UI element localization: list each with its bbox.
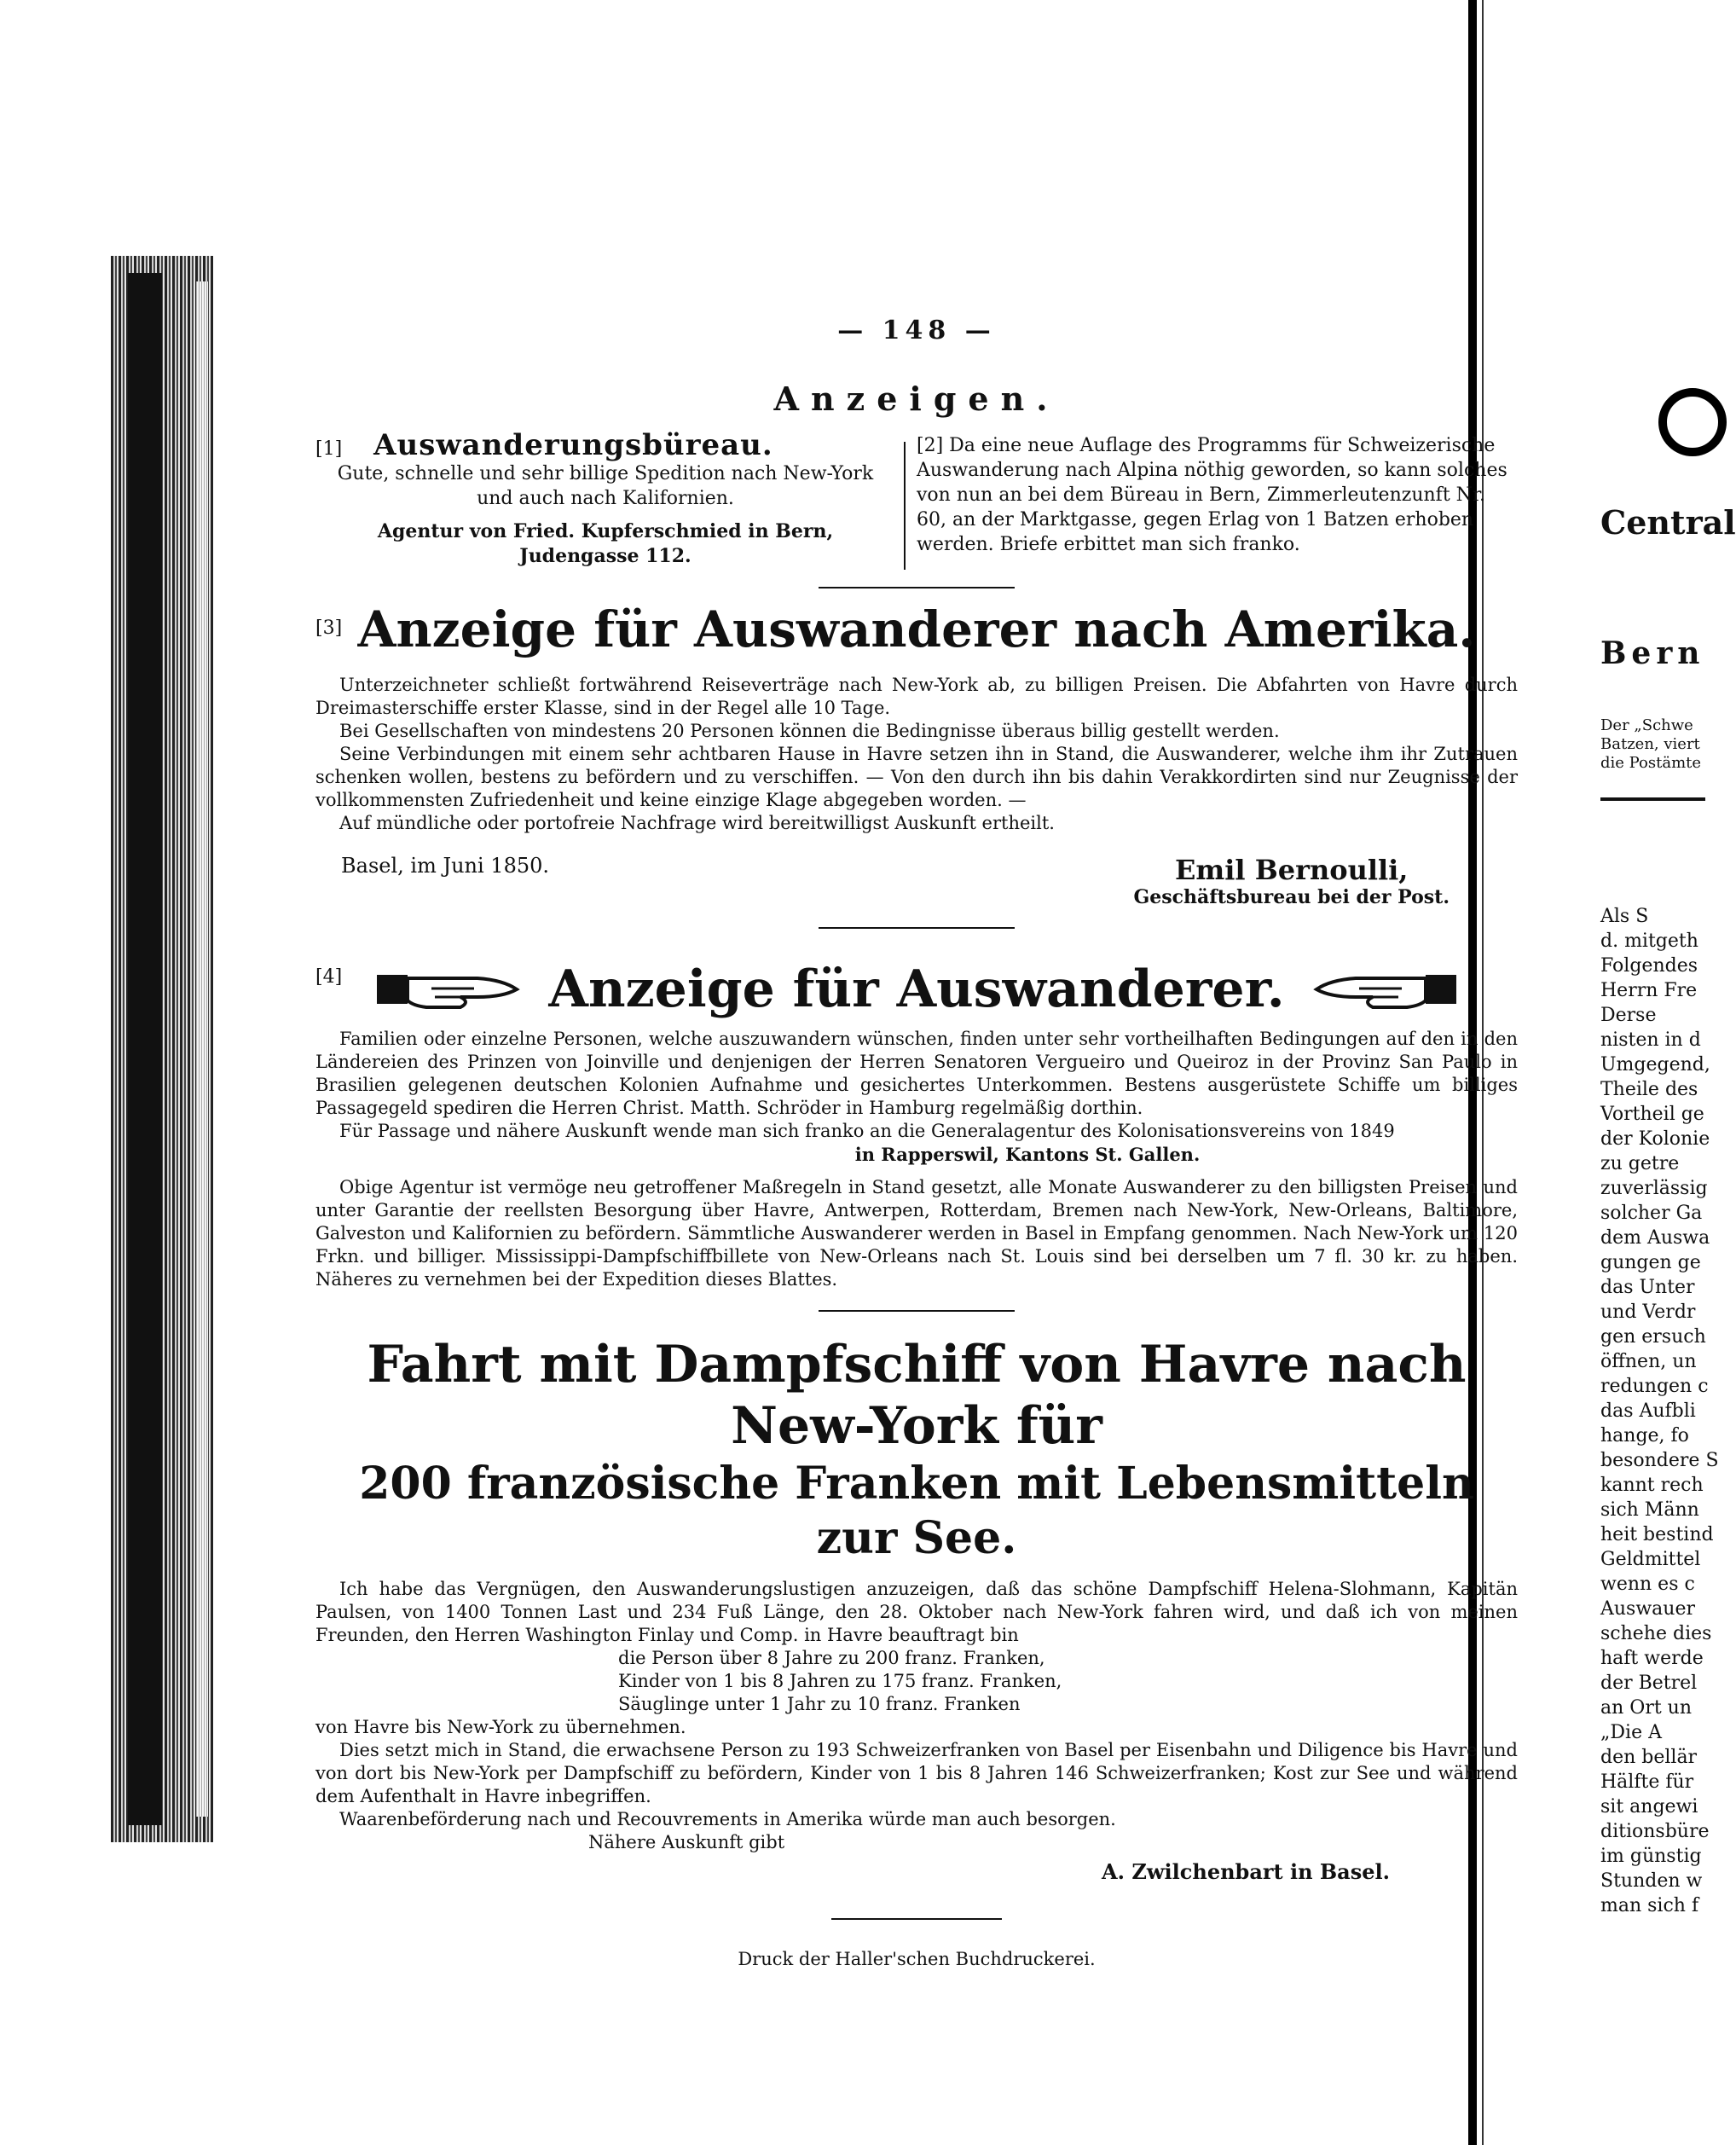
ad-5 <box>315 1334 1518 1884</box>
printer-imprint: Druck der Haller'schen Buchdruckerei. <box>738 1949 1096 1969</box>
neighbor-line: sich Männ <box>1600 1499 1699 1521</box>
neighbor-line: Umgegend, <box>1600 1054 1710 1075</box>
neighbor-line: dem Auswa <box>1600 1227 1710 1249</box>
ad-5-title-line-2: 200 französische Franken mit Lebensmitteln zur See. <box>359 1458 1474 1564</box>
ad-3-paragraph: Auf mündliche oder portofreie Nachfrage wird bereitwilligst Auskunft ertheilt. <box>339 813 1055 833</box>
neighbor-line: Theile des <box>1600 1079 1698 1100</box>
ad-1-heading: Auswanderungsbüreau. <box>373 428 773 462</box>
ad-2-text: Da eine neue Auflage des Programms für Schweizerische Auswanderung nach Alpina nöthig geworden, so kann solches von nun an bei dem Büreau in Bern, Zimmerleutenzunft Nr. 60, an der Marktgasse, gegen Erlag von 1 Batzen erhoben werden. Briefe erbittet man sich franko. <box>917 435 1507 555</box>
newspaper-page <box>315 316 1518 1969</box>
neighbor-line: Herrn Fre <box>1600 980 1698 1001</box>
ad-1 <box>315 428 895 569</box>
ad-3-signer-block <box>1133 854 1450 908</box>
neighbor-line: Derse <box>1600 1005 1657 1026</box>
neighbor-line: ditionsbüre <box>1600 1821 1710 1842</box>
separator-rule <box>819 927 1015 929</box>
ad-3-paragraph: Bei Gesellschaften von mindestens 20 Personen können die Bedingnisse überaus billig gestellt werden. <box>339 721 1280 741</box>
neighbor-line: Geldmittel <box>1600 1549 1701 1570</box>
ad-5-paragraph: Waarenbeförderung nach und Recouvrements in Amerika würde man auch besorgen. <box>339 1809 1116 1829</box>
ad-4-heading <box>315 951 1518 1028</box>
pointing-hand-left-icon <box>1313 966 1458 1012</box>
ad-3-paragraph: Unterzeichneter schließt fortwährend Reiseverträge nach New-York ab, zu billigen Preisen. Die Abfahrten von Havre durch Dreimasterschiffe erster Klasse, sind in der Regel alle 10 Tage. <box>315 675 1518 718</box>
ad-5-title-line-1: Fahrt mit Dampfschiff von Havre nach New-York für <box>367 1335 1467 1456</box>
neighbor-line: kannt rech <box>1600 1475 1704 1496</box>
neighbor-line: schehe dies <box>1600 1623 1712 1644</box>
price-item: Kinder von 1 bis 8 Jahren zu 175 franz. Franken, <box>618 1671 1062 1691</box>
ad-3-signer: Emil Bernoulli, <box>1174 854 1409 886</box>
ad-2 <box>917 433 1518 557</box>
neighbor-line: Hälfte für <box>1600 1771 1694 1793</box>
ad-3-body <box>315 674 1518 835</box>
pointing-hand-right-icon <box>375 966 520 1012</box>
neighbor-line: und Verdr <box>1600 1301 1696 1323</box>
neighbor-line: hange, fo <box>1600 1425 1689 1446</box>
neighbor-line: im günstig <box>1600 1846 1702 1867</box>
ad-2-number: [2] <box>917 435 944 456</box>
ad-4-number: [4] <box>315 966 343 988</box>
price-item: Säuglinge unter 1 Jahr zu 10 franz. Franken <box>618 1694 1021 1714</box>
ad-1-address: Judengasse 112. <box>519 545 692 567</box>
ad-1-line-2: und auch nach Kalifornien. <box>477 488 734 509</box>
ad-5-body <box>315 1578 1518 1854</box>
ad-4-body <box>315 1028 1518 1291</box>
neighbor-line: der Betrel <box>1600 1673 1698 1694</box>
ad-3-title: Anzeige für Auswanderer nach Amerika. <box>357 600 1476 658</box>
ad-1-number: [1] <box>315 438 343 460</box>
separator-rule <box>819 1310 1015 1312</box>
separator-rule <box>819 587 1015 588</box>
ad-5-paragraph: Dies setzt mich in Stand, die erwachsene Person zu 193 Schweizerfranken von Basel per Eisenbahn und Diligence bis Havre und von dort bis New-York per Dampfschiff zu befördern, Kinder von 1 bis 8 Jahren 146 Schweizerfranken; Kost zur See und während dem Aufenthalt in Havre inbegriffen. <box>315 1740 1518 1806</box>
column-divider <box>904 442 906 570</box>
neighbor-line: zu getre <box>1600 1153 1680 1174</box>
neighbor-page-logo-icon <box>1658 388 1727 456</box>
ad-4-title: Anzeige für Auswanderer. <box>548 959 1285 1019</box>
neighbor-line: nisten in d <box>1600 1029 1701 1051</box>
neighbor-line: solcher Ga <box>1600 1203 1703 1224</box>
neighbor-line: die Postämte <box>1600 754 1702 772</box>
ad-5-info: Nähere Auskunft gibt <box>588 1832 785 1852</box>
neighbor-line: man sich f <box>1600 1895 1699 1916</box>
neighbor-line: haft werde <box>1600 1648 1704 1669</box>
neighbor-line: an Ort un <box>1600 1697 1693 1719</box>
neighbor-heading-1: Central <box>1600 503 1736 542</box>
neighbor-line: das Unter <box>1600 1277 1695 1298</box>
book-page-stack <box>196 281 208 1817</box>
neighbor-line: „Die A <box>1600 1722 1662 1743</box>
ad-4-paragraph: Obige Agentur ist vermöge neu getroffener Maßregeln in Stand gesetzt, alle Monate Auswanderer zu den billigsten Preisen und unter Garantie der reellsten Besorgung über Havre, Antwerpen, Rotterdam, Bremen nach New-York, New-Orleans, Baltimore, Galveston und Kalifornien zu befördern. Sämmtliche Auswanderer werden in Basel in Empfang genommen. Nach New-York um 120 Frkn. und billiger. Mississippi-Dampfschiffbillete von New-Orleans nach St. Louis sind bei derselben um 7 fl. 30 kr. zu haben. Näheres zu vernehmen bei der Expedition dieses Blattes. <box>315 1177 1518 1290</box>
neighbor-line: wenn es c <box>1600 1574 1695 1595</box>
neighbor-line: Folgendes <box>1600 955 1698 977</box>
neighbor-line: öffnen, un <box>1600 1351 1697 1372</box>
ad-3-signature <box>315 854 1518 922</box>
neighbor-line: der Kolonie <box>1600 1128 1710 1150</box>
neighbor-line: Stunden w <box>1600 1870 1703 1892</box>
neighbor-line: gen ersuch <box>1600 1326 1706 1348</box>
neighbor-line: d. mitgeth <box>1600 930 1698 952</box>
neighbor-rule <box>1600 797 1705 801</box>
ad-3-paragraph: Seine Verbindungen mit einem sehr achtbaren Hause in Havre setzen ihn in Stand, die Auswanderer, welche ihm ihr Zutrauen schenken wollen, bestens zu befördern und zu verschiffen. — Von den durch ihn bis dahin Verakkordirten sind nur Zeugnisse der vollkommensten Zufriedenheit und keine einzige Klage abgegeben worden. — <box>315 744 1518 810</box>
price-item: die Person über 8 Jahre zu 200 franz. Franken, <box>618 1648 1045 1668</box>
ads-two-column <box>315 428 1518 587</box>
ad-5-signer: A. Zwilchenbart in Basel. <box>1102 1859 1390 1884</box>
section-title: Anzeigen. <box>773 380 1060 418</box>
ad-4 <box>315 951 1518 1291</box>
neighbor-line: besondere S <box>1600 1450 1719 1471</box>
ad-3-signer-office: Geschäftsbureau bei der Post. <box>1133 886 1450 908</box>
neighbor-line: Vortheil ge <box>1600 1104 1704 1125</box>
ad-3-place-date: Basel, im Juni 1850. <box>341 854 550 878</box>
separator-rule <box>831 1918 1002 1920</box>
neighbor-small-text <box>1600 716 1705 773</box>
ad-1-agency: Agentur von Fried. Kupferschmied in Bern, <box>377 520 834 542</box>
neighbor-line: Der „Schwe <box>1600 716 1693 734</box>
neighbor-line: zuverlässig <box>1600 1178 1708 1199</box>
neighbor-line: redungen c <box>1600 1376 1709 1397</box>
neighbor-line: heit bestind <box>1600 1524 1714 1545</box>
neighbor-line: gungen ge <box>1600 1252 1701 1273</box>
ad-1-line-1: Gute, schnelle und sehr billige Spedition nach New-York <box>337 463 874 484</box>
neighbor-heading-2: Bern <box>1600 635 1705 671</box>
neighbor-line: Auswauer <box>1600 1598 1695 1620</box>
ad-5-intro: Ich habe das Vergnügen, den Auswanderungslustigen anzuzeigen, daß das schöne Dampfschiff Helena-Slohmann, Kapitän Paulsen, von 1400 Tonnen Last und 234 Fuß Länge, den 28. Oktober nach New-York fahren wird, und daß ich von meinen Freunden, den Herren Washington Finlay und Comp. in Havre beauftragt bin <box>315 1579 1518 1645</box>
ad-3-number: [3] <box>315 617 343 639</box>
ad-3 <box>315 600 1518 922</box>
neighbor-line: Als S <box>1600 906 1649 927</box>
neighbor-body-text <box>1600 904 1719 1918</box>
page-number: — 148 — <box>837 316 996 345</box>
neighbor-line: Batzen, viert <box>1600 735 1700 753</box>
ad-5-price-list <box>618 1647 1518 1716</box>
book-spine-shadow <box>128 273 162 1825</box>
ad-5-route: von Havre bis New-York zu übernehmen. <box>315 1717 686 1737</box>
ad-4-agency-line: in Rapperswil, Kantons St. Gallen. <box>854 1144 1201 1165</box>
neighbor-line: das Aufbli <box>1600 1400 1696 1422</box>
ad-4-paragraph: Familien oder einzelne Personen, welche auszuwandern wünschen, finden unter sehr vortheilhaften Bedingungen auf den in den Ländereien des Prinzen von Joinville und denjenigen der Herren Senatoren Vergueiro und Queiroz in der Provinz San Paulo in Brasilien gelegenen deutschen Kolonien Aufnahme und gesichertes Unterkommen. Bestens ausgerüstete Schiffe um billiges Passagegeld spediren die Herren Christ. Matth. Schröder in Hamburg regelmäßig dorthin. <box>315 1029 1518 1118</box>
neighbor-line: sit angewi <box>1600 1796 1698 1817</box>
ad-4-paragraph: Für Passage und nähere Auskunft wende man sich franko an die Generalagentur des Kolonisationsvereins von 1849 <box>339 1121 1395 1141</box>
neighbor-line: den bellär <box>1600 1747 1698 1768</box>
